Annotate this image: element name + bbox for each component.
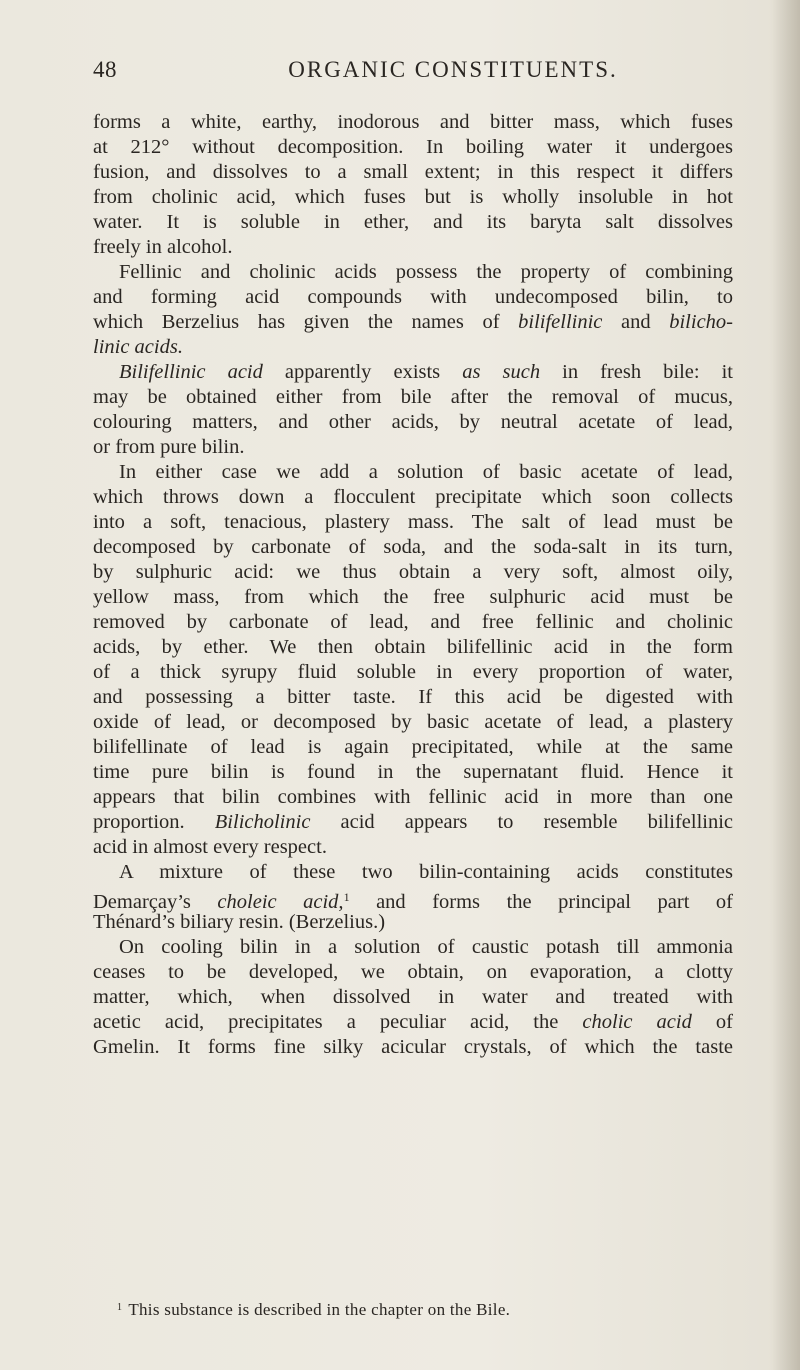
text-line: Gmelin. It forms fine silky acicular crystals, of which the taste (93, 1036, 733, 1058)
text-line: by sulphuric acid: we thus obtain a very soft, almost oily, (93, 561, 733, 583)
text-line: forms a white, earthy, inodorous and bitter mass, which fuses (93, 111, 733, 133)
text-line: Bilifellinic acid apparently exists as such in fresh bile: it (119, 361, 733, 383)
text-line: colouring matters, and other acids, by neutral acetate of lead, (93, 411, 733, 433)
running-head: ORGANIC CONSTITUENTS. (288, 57, 618, 82)
footnote-mark: 1 (117, 1302, 123, 1313)
text-line: removed by carbonate of lead, and free fellinic and cholinic (93, 611, 733, 633)
text-line: at 212° without decomposition. In boiling water it undergoes (93, 136, 733, 158)
text-line: In either case we add a solution of basic acetate of lead, (119, 461, 733, 483)
text-line: into a soft, tenacious, plastery mass. The salt of lead must be (93, 511, 733, 533)
text-line: decomposed by carbonate of soda, and the soda-salt in its turn, (93, 536, 733, 558)
text-line: or from pure bilin. (93, 436, 245, 458)
page-header (93, 57, 733, 93)
text-line: yellow mass, from which the free sulphuric acid must be (93, 586, 733, 608)
text-line: oxide of lead, or decomposed by basic acetate of lead, a plastery (93, 711, 733, 733)
text-line: and forming acid compounds with undecomposed bilin, to (93, 286, 733, 308)
text-line: matter, which, when dissolved in water and treated with (93, 986, 733, 1008)
page-edge-shadow (772, 0, 800, 1370)
text-line: which throws down a flocculent precipitate which soon collects (93, 486, 733, 508)
footnote-text: This substance is described in the chapter on the Bile. (128, 1300, 511, 1319)
text-line: linic acids. (93, 336, 183, 358)
text-line: ceases to be developed, we obtain, on evaporation, a clotty (93, 961, 733, 983)
text-line: Fellinic and cholinic acids possess the property of combining (119, 261, 733, 283)
text-line: and possessing a bitter taste. If this acid be digested with (93, 686, 733, 708)
text-line: time pure bilin is found in the supernatant fluid. Hence it (93, 761, 733, 783)
text-line: which Berzelius has given the names of bilifellinic and bilicho- (93, 311, 733, 333)
text-line: may be obtained either from bile after the removal of mucus, (93, 386, 733, 408)
text-line: of a thick syrupy fluid soluble in every proportion of water, (93, 661, 733, 683)
text-line: Demarçay’s choleic acid,$^1$ and forms the principal part of (93, 890, 733, 913)
text-line: freely in alcohol. (93, 236, 233, 258)
text-line: proportion. Bilicholinic acid appears to resemble bilifellinic (93, 811, 734, 833)
text-line: from cholinic acid, which fuses but is wholly insoluble in hot (93, 186, 733, 208)
text-line: A mixture of these two bilin-containing acids constitutes (119, 861, 733, 883)
text-line: acid in almost every respect. (93, 836, 327, 858)
text-line: On cooling bilin in a solution of caustic potash till ammonia (119, 936, 733, 958)
footnote (117, 1300, 737, 1320)
text-line: water. It is soluble in ether, and its baryta salt dissolves (93, 211, 733, 233)
text-line: acids, by ether. We then obtain bilifellinic acid in the form (93, 636, 733, 658)
text-line: acetic acid, precipitates a peculiar acid, the cholic acid of (93, 1011, 733, 1033)
text-line: appears that bilin combines with fellinic acid in more than one (93, 786, 733, 808)
text-line: bilifellinate of lead is again precipitated, while at the same (93, 736, 733, 758)
text-line: Thénard’s biliary resin. (Berzelius.) (93, 911, 386, 933)
text-line: fusion, and dissolves to a small extent; in this respect it differs (93, 161, 733, 183)
page-number: 48 (93, 57, 117, 82)
body-text (93, 110, 733, 1060)
